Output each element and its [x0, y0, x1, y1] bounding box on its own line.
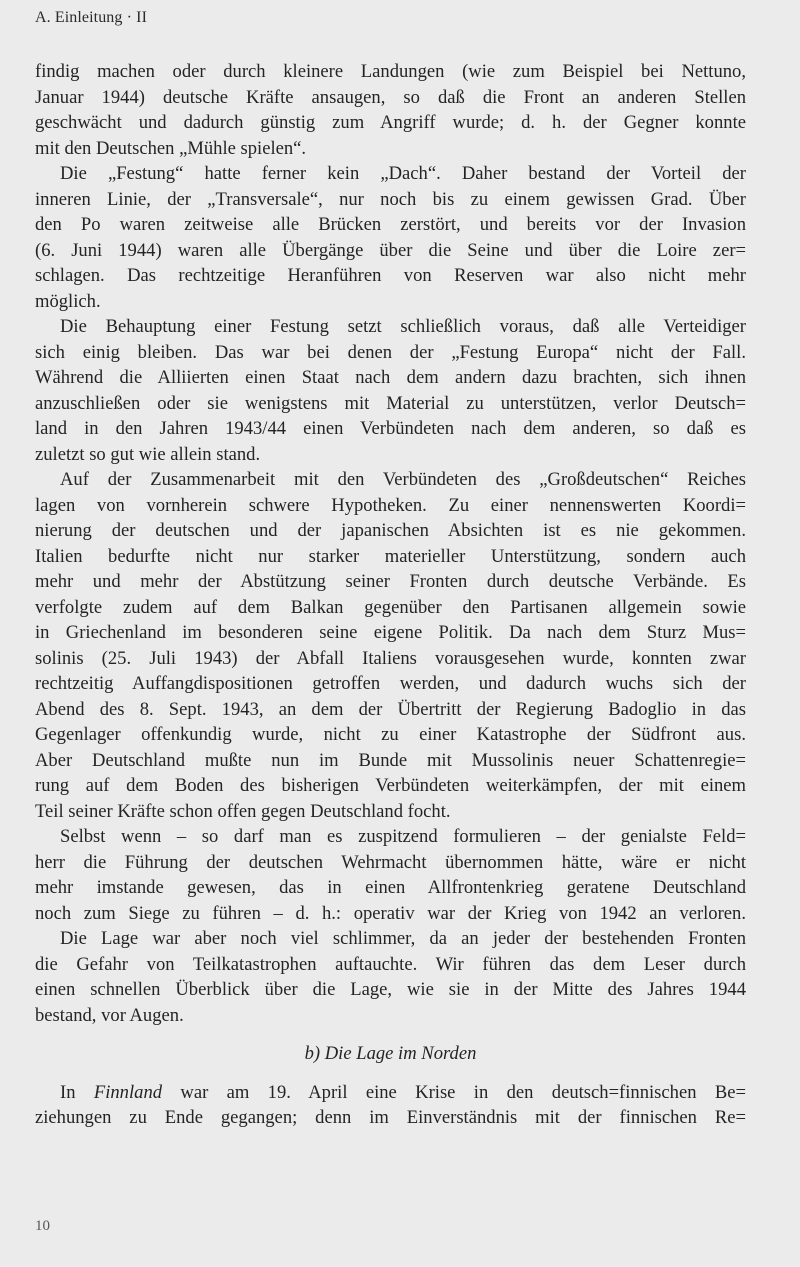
text-line: mehr imstande gewesen, das in einen Allfrontenkrieg geratene Deutschland	[35, 877, 746, 898]
text-line: anzuschließen oder sie wenigstens mit Material zu unterstützen, verlor Deutsch=	[35, 392, 746, 414]
text-line: herr die Führung der deutschen Wehrmacht übernommen hätte, wäre er nicht	[35, 851, 746, 873]
text-line: Auf der Zusammenarbeit mit den Verbündeten des „Großdeutschen“ Reiches	[60, 469, 746, 490]
text-line: Die „Festung“ hatte ferner kein „Dach“. Daher bestand der Vorteil der	[60, 163, 746, 184]
text-line: Die Behauptung einer Festung setzt schließlich voraus, daß alle Verteidiger	[60, 316, 746, 337]
text-line: Die Lage war aber noch viel schlimmer, da an jeder der bestehenden Fronten	[60, 928, 746, 949]
text-line: rung auf dem Boden des bisherigen Verbündeten weiterkämpfen, der mit einem	[35, 775, 746, 796]
text-line: Teil seiner Kräfte schon offen gegen Deutschland focht.	[35, 800, 451, 822]
emphasized-term: Finnland	[93, 1081, 163, 1103]
text-line: einen schnellen Überblick über die Lage, wie sie in der Mitte des Jahres 1944	[35, 979, 746, 1000]
text-line: findig machen oder durch kleinere Landungen (wie zum Beispiel bei Nettuno,	[35, 61, 746, 82]
text-line: solinis (25. Juli 1943) der Abfall Italiens vorausgesehen wurde, konnten zwar	[35, 647, 746, 669]
text-line: bestand, vor Augen.	[35, 1004, 184, 1026]
text-line: noch zum Siege zu führen – d. h.: operativ war der Krieg von 1942 an verloren.	[35, 902, 746, 924]
text-line: sich einig bleiben. Das war bei denen der „Festung Europa“ nicht der Fall.	[35, 341, 746, 363]
text-line: verfolgte zudem auf dem Balkan gegenüber den Partisanen allgemein sowie	[35, 596, 746, 618]
text-line: (6. Juni 1944) waren alle Übergänge über die Seine und über die Loire zer=	[35, 239, 746, 261]
paragraph	[35, 1080, 746, 1131]
text-line: rechtzeitig Auffangdispositionen getroffen werden, und dadurch wuchs sich der	[35, 673, 746, 694]
text-line: Während die Alliierten einen Staat nach dem andern dazu brachten, sich ihnen	[35, 367, 746, 388]
text-line: zuletzt so gut wie allein stand.	[35, 443, 261, 465]
paragraph	[35, 824, 746, 926]
text-line: mit den Deutschen „Mühle spielen“.	[35, 137, 307, 159]
text-line: Italien bedurfte nicht nur starker materieller Unterstützung, sondern auch	[35, 545, 746, 567]
text-line: Abend des 8. Sept. 1943, an dem der Übertritt der Regierung Badoglio in das	[35, 698, 746, 720]
text-line: in Griechenland im besonderen seine eigene Politik. Da nach dem Sturz Mus=	[35, 622, 746, 643]
page-number: 10	[35, 1218, 50, 1234]
text-line: mehr und mehr der Abstützung seiner Fronten durch deutsche Verbände. Es	[35, 571, 746, 592]
first-word: In	[60, 1081, 76, 1103]
paragraph	[35, 926, 746, 1028]
paragraph	[35, 161, 746, 314]
text-line: den Po waren zeitweise alle Brücken zerstört, und bereits vor der Invasion	[35, 214, 746, 235]
text-line: nierung der deutschen und der japanischen Absichten ist es nie gekommen.	[35, 520, 746, 541]
body-text	[35, 59, 746, 1131]
text-line: ziehungen zu Ende gegangen; denn im Einverständnis mit der finnischen Re=	[35, 1107, 746, 1128]
text-line: Aber Deutschland mußte nun im Bunde mit Mussolinis neuer Schattenregie=	[35, 749, 746, 771]
text-line: lagen von vornherein schwere Hypotheken. Zu einer nennenswerten Koordi=	[35, 494, 746, 516]
text-line: schlagen. Das rechtzeitige Heranführen von Reserven war also nicht mehr	[35, 265, 746, 286]
text-line: Januar 1944) deutsche Kräfte ansaugen, so daß die Front an anderen Stellen	[35, 86, 746, 108]
text-line: inneren Linie, der „Transversale“, nur noch bis zu einem gewissen Grad. Über	[35, 188, 746, 210]
text-line: möglich.	[35, 290, 101, 312]
text-line: land in den Jahren 1943/44 einen Verbündeten nach dem anderen, so daß es	[35, 418, 746, 439]
paragraph	[35, 314, 746, 467]
paragraph	[35, 467, 746, 824]
text-line: geschwächt und dadurch günstig zum Angriff wurde; d. h. der Gegner konnte	[35, 112, 746, 133]
text-line: Gegenlager offenkundig wurde, nicht zu einer Katastrophe der Südfront aus.	[35, 724, 746, 745]
paragraph	[35, 59, 746, 161]
text-line: Selbst wenn – so darf man es zuspitzend formulieren – der genialste Feld=	[60, 826, 746, 847]
text-line	[35, 1080, 746, 1106]
text-line: die Gefahr von Teilkatastrophen auftauchte. Wir führen das dem Leser durch	[35, 953, 746, 975]
section-heading: b) Die Lage im Norden	[304, 1043, 477, 1064]
running-head: A. Einleitung · II	[35, 9, 147, 26]
line-rest: war am 19. April eine Krise in den deutsch=finnischen Be=	[180, 1081, 747, 1103]
